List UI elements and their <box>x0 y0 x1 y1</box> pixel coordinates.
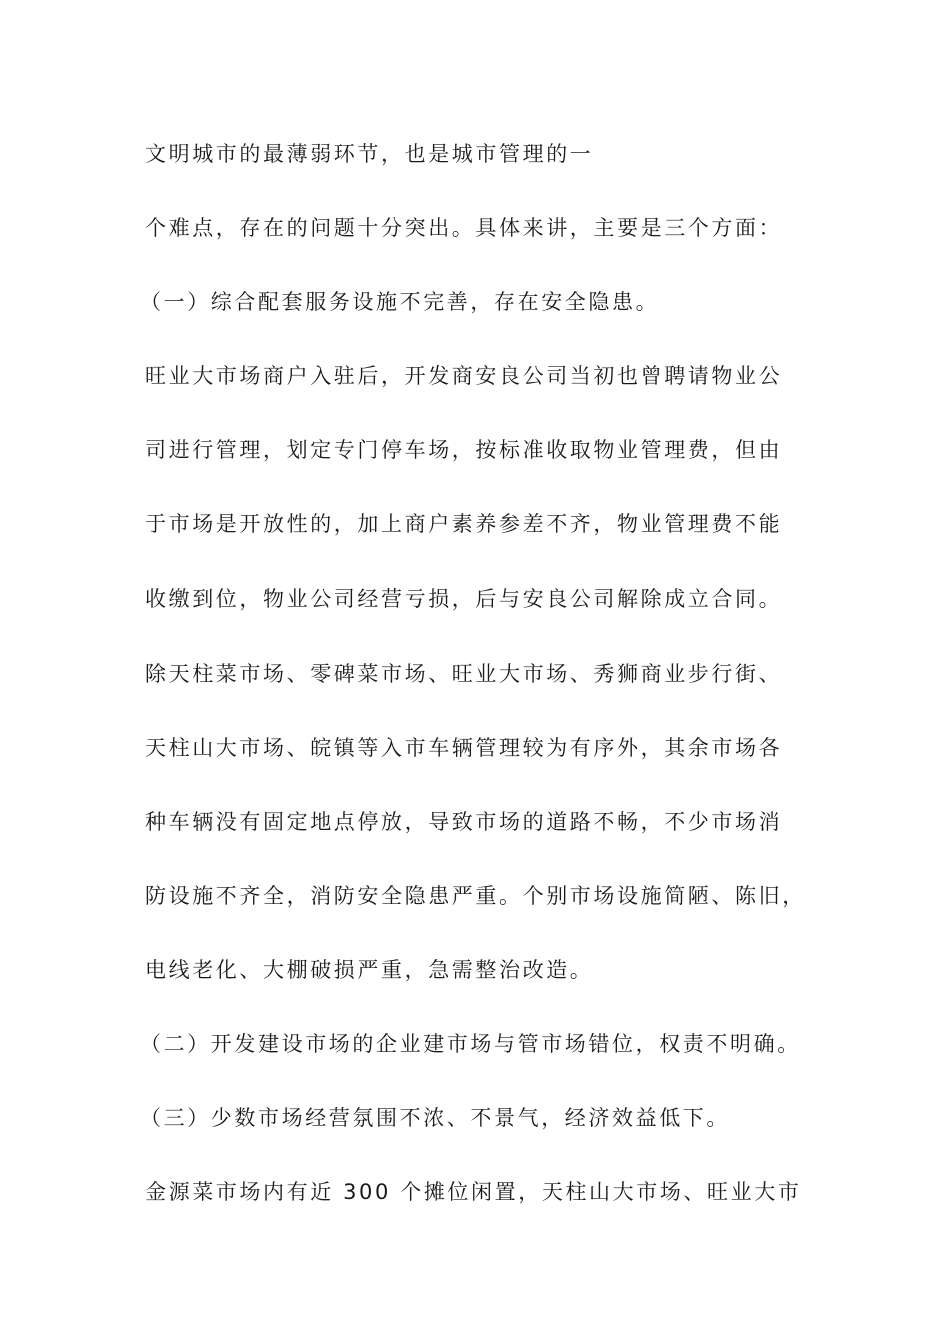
section-heading-1: （一）综合配套服务设施不完善，存在安全隐患。 <box>140 290 660 314</box>
paragraph-line: 于市场是开放性的，加上商户素养参差不齐，物业管理费不能 <box>145 512 783 536</box>
paragraph-line: 电线老化、大棚破损严重，急需整治改造。 <box>145 958 594 982</box>
section-heading-3: （三）少数市场经营氛围不浓、不景气，经济效益低下。 <box>140 1106 730 1130</box>
paragraph-line: 除天柱菜市场、零碑菜市场、旺业大市场、秀狮商业步行街、 <box>145 662 783 686</box>
paragraph-line: 收缴到位，物业公司经营亏损，后与安良公司解除成立合同。 <box>145 587 783 611</box>
paragraph-line: 天柱山大市场、皖镇等入市车辆管理较为有序外，其余市场各 <box>145 736 783 760</box>
paragraph-line: 个难点，存在的问题十分突出。具体来讲，主要是三个方面： <box>145 216 783 240</box>
paragraph-line: 文明城市的最薄弱环节，也是城市管理的一 <box>145 142 594 166</box>
paragraph-line: 司进行管理，划定专门停车场，按标准收取物业管理费，但由 <box>145 438 783 462</box>
paragraph-line: 种车辆没有固定地点停放，导致市场的道路不畅，不少市场消 <box>145 810 783 834</box>
paragraph-line: 防设施不齐全，消防安全隐患严重。个别市场设施简陋、陈旧， <box>145 884 806 908</box>
paragraph-line: 金源菜市场内有近 300 个摊位闲置，天柱山大市场、旺业大市 <box>145 1180 802 1204</box>
paragraph-line: 旺业大市场商户入驻后，开发商安良公司当初也曾聘请物业公 <box>145 364 783 388</box>
section-heading-2: （二）开发建设市场的企业建市场与管市场错位，权责不明确。 <box>140 1032 801 1056</box>
